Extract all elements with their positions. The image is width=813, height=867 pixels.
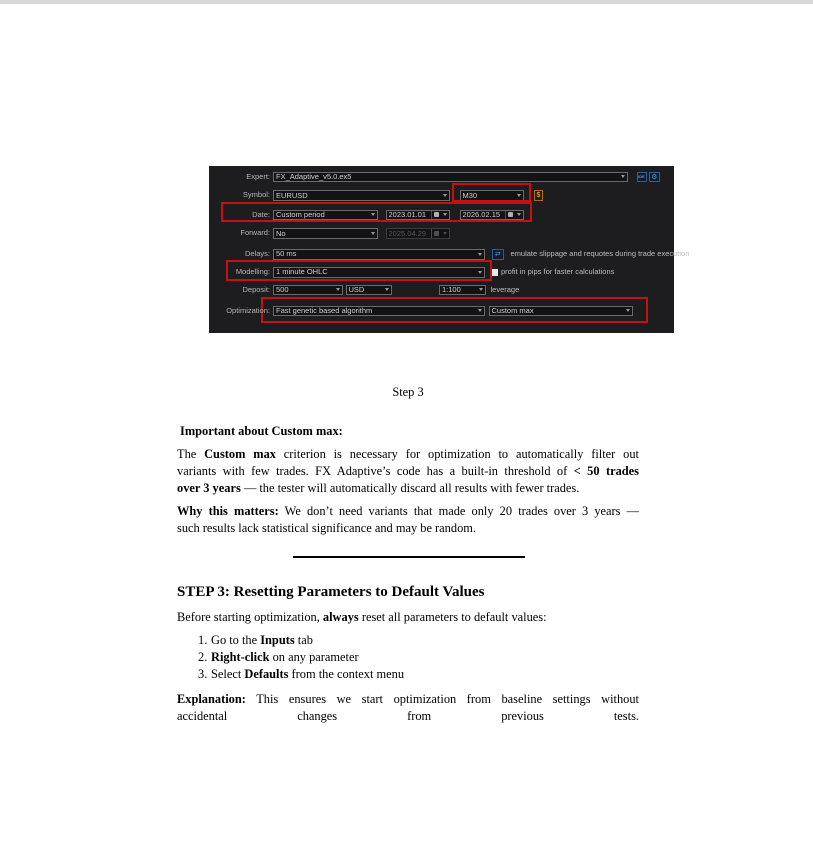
symbol-dropdown[interactable] [273,190,450,201]
list-item [198,632,660,649]
chevron-down-icon [385,288,389,291]
chevron-down-icon [443,213,447,216]
list-number: 2. [198,650,208,664]
date-period-dropdown[interactable] [273,210,378,221]
section-divider [293,556,525,558]
forward-date-value: 2025.04.29 [388,229,427,238]
slippage-note: emulate slippage and requotes during trade execution [510,249,690,258]
calendar-icon [434,231,439,236]
expert-value: FX_Adaptive_v5.0.ex5 [276,172,352,181]
chevron-down-icon [626,309,630,312]
delays-value: 50 ms [276,250,297,259]
forward-date-picker [386,228,451,239]
chevron-down-icon [371,232,375,235]
ide-button[interactable] [637,172,647,183]
calendar-icon [508,212,513,217]
timeframe-value: M30 [462,191,478,200]
profit-in-pips-checkbox[interactable] [491,269,499,277]
leverage-dropdown[interactable] [439,285,486,296]
chevron-down-icon [517,213,521,216]
symbol-value: EURUSD [276,191,308,200]
delays-label: Delays: [244,249,270,258]
chevron-down-icon [478,253,482,256]
list-item [198,649,660,666]
paragraph-before: Before starting optimization, always reset all parameters to default values: [177,610,547,624]
list-item-text: Go to the Inputs tab [211,633,313,647]
paragraph-custom-max-line3: over 3 years — the tester will automatically discard all results with fewer trades. [177,481,580,495]
criterion-value: Custom max [491,306,534,315]
gear-icon: ⚙ [651,173,658,181]
date-from-picker[interactable] [386,210,451,221]
paragraph-custom-max-line2: variants with few trades. FX Adaptive’s code has a built-in threshold of < 50 trades [177,464,639,478]
chevron-down-icon [443,194,447,197]
chevron-down-icon [336,288,340,291]
slippage-settings-button[interactable] [492,249,505,260]
date-to-picker[interactable] [460,210,525,221]
chevron-down-icon [517,194,521,197]
criterion-dropdown[interactable] [489,306,634,317]
currency-dropdown[interactable] [346,285,392,296]
calendar-button[interactable] [505,211,521,220]
strategy-tester-settings-panel [209,166,690,333]
calendar-button[interactable] [431,211,447,220]
slippage-icon: ⇄ [494,251,501,259]
deposit-label: Deposit: [242,284,270,294]
step3-heading: STEP 3: Resetting Parameters to Default Values [177,584,485,600]
calendar-button [431,229,447,238]
expert-properties-button[interactable] [649,172,661,183]
delays-dropdown[interactable] [273,249,485,260]
deposit-dropdown[interactable] [273,285,343,296]
deposit-value: 500 [276,285,289,294]
forward-value: No [276,229,286,238]
calendar-icon [434,212,439,217]
profit-in-pips-label: profit in pips for faster calculations [501,267,615,276]
currency-value: USD [348,285,365,294]
important-heading: Important about Custom max: [180,424,343,438]
expert-label: Expert: [246,171,270,181]
list-number: 1. [198,633,208,647]
list-number: 3. [198,667,208,681]
chevron-down-icon [478,309,482,312]
chevron-down-icon [478,271,482,274]
dollar-icon: $ [536,192,541,200]
modelling-dropdown[interactable] [273,267,485,278]
paragraph-custom-max-line1: The Custom max criterion is necessary for optimization to automatically filter out [177,447,639,461]
chevron-down-icon [479,288,483,291]
optimization-dropdown[interactable] [273,306,485,317]
leverage-value: 1:100 [442,285,461,294]
paragraph-explanation-line2: accidental changes from previous tests. [177,709,639,723]
page-top-border [0,0,813,4]
modelling-label: Modelling: [235,267,270,276]
modelling-value: 1 minute OHLC [276,268,328,277]
paragraph-why-line1: Why this matters: We don’t need variants that made only 20 trades over 3 years — [177,504,640,518]
symbol-properties-button[interactable] [534,190,543,201]
ordered-list [177,632,660,683]
date-label: Date: [252,209,270,219]
optimization-label: Optimization: [226,305,270,315]
list-item [198,666,660,683]
paragraph-explanation-line1: Explanation: This ensures we start optimization from baseline settings without [177,692,639,706]
leverage-label: leverage [490,284,520,294]
chevron-down-icon [443,232,447,235]
optimization-value: Fast genetic based algorithm [276,306,373,315]
list-item-text: Select Defaults from the context menu [211,667,405,681]
ide-icon: IDE [638,174,645,180]
timeframe-dropdown[interactable] [460,190,525,201]
chevron-down-icon [371,213,375,216]
paragraph-why-line2: such results lack statistical significance and may be random. [177,521,477,535]
expert-dropdown[interactable] [273,172,628,183]
step-caption: Step 3 [392,385,424,399]
chevron-down-icon [621,175,625,178]
date-period-value: Custom period [276,210,325,219]
list-item-text: Right-click on any parameter [211,650,359,664]
symbol-label: Symbol: [242,190,270,200]
forward-label: Forward: [240,228,270,238]
date-to-value: 2026.02.15 [462,210,501,219]
date-from-value: 2023.01.01 [388,210,427,219]
forward-dropdown[interactable] [273,228,378,239]
